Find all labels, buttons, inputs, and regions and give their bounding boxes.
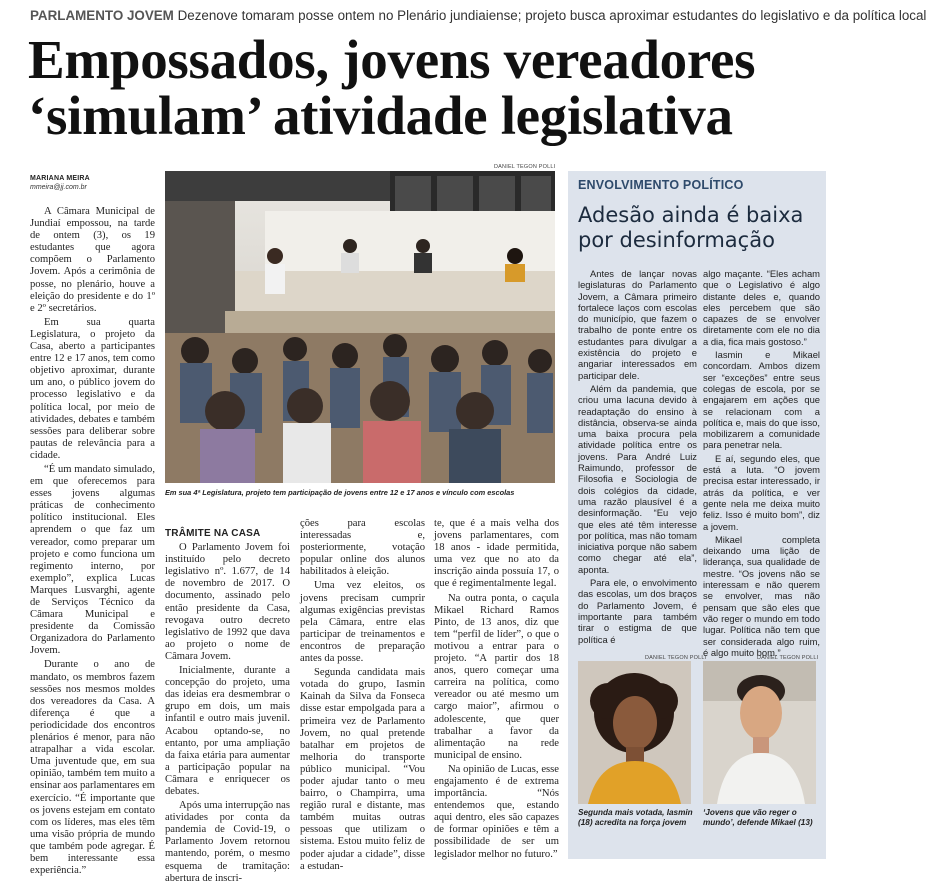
paragraph: Antes de lançar novas legislaturas do Parlamento Jovem, a Câmara primeiro fortalece laços com escolas do município, que fazem o trabalho de ponte entre os estudantes para divulgar a existência do projeto e angariar interessados em participar dele. [578, 268, 697, 381]
paragraph: Durante o ano de mandato, os membros fazem sessões nos mesmos moldes dos vereadores da Casa. A diferença é que a periodicidade dos encontros plenários é menor, para não atrapalhar a vida escolar. Uma juventude que, em sua opinião, também tem muito a ensinar aos parlamentares em exercício. “É importante que os jovens estejam em contato com os líderes, mas eles têm uma visão própria de mundo que também pode agregar. É bem interessante essa experiência.” [30, 659, 156, 877]
photo-iasmin-credit: DANIEL TEGON POLLI [645, 655, 707, 661]
paragraph: “É um mandato simulado, em que oferecemos para esses jovens algumas práticas de conhecimento político institucional. Eles aprendem o que faz um vereador, como preparar um projeto e como funciona um regimento interno, por exemplo”, explica Lucas Marques Lusvarghi, agente de Serviços Técnico da Câmara Municipal e presidente da Comissão Organizadora do Parlamento Jovem. [30, 463, 155, 657]
paragraph: Para ele, o envolvimento das escolas, um dos braços do Parlamento Jovem, é importante para também tirar o estigma de que política é [578, 577, 697, 645]
byline-author: MARIANA MEIRA [30, 175, 90, 182]
headline-line-2: ‘simulam’ atividade legislativa [28, 85, 733, 146]
paragraph: E aí, segundo eles, que está a luta. “O jovem precisa estar interessado, ir atrás da política, e ver gente nela me deixa muito feliz. Isso é muito bom”, diz a jovem. [703, 452, 820, 532]
paragraph: Na opinião de Lucas, esse engajamento é de extrema importância. “Nós entendemos que, estando aqui dentro, eles são capazes de formar opiniões e têm a possibilidade de ser um legislador melhor no futuro.” [434, 763, 559, 860]
byline-email: mmeira@jj.com.br [30, 184, 87, 191]
paragraph: A Câmara Municipal de Jundiaí empossou, na tarde de ontem (3), os 19 estudantes que agora compõem o Parlamento Jovem. Após a cerimônia de posse, no plenário, houve a eleição do presidente e do 1º e 2º secretários. [30, 206, 155, 314]
paragraph: te, que é a mais velha dos jovens parlamentares, com 18 anos - idade permitida, uma vez que no ato da inscrição ainda possuía 17, o que é regimentalmente legal. [434, 518, 559, 590]
sidebar-column-2 [703, 268, 820, 660]
headline [28, 29, 828, 146]
plenary-photo-illustration [165, 171, 555, 483]
sidebar-title: Adesão ainda é baixa por desinformação [578, 203, 804, 252]
paragraph: Inicialmente, durante a concepção do projeto, uma das ideias era desmembrar o grupo em dois, um mais infantil e outro mais juvenil. Acabou optando-se, no entanto, por uma ampliação da faixa etária para aumentar a participação popular na Câmara e enriquecer os debates. [165, 665, 290, 797]
paragraph: Iasmin e Mikael concordam. Ambos dizem ser “exceções” entre seus colegas de escola, por se engajarem em ações que se relacionam com a política e, mais do que isso, mobilizarem a comunidade para penetrar nela. [703, 349, 820, 451]
main-photo-caption: Em sua 4ª Legislatura, projeto tem participação de jovens entre 12 e 17 anos e vínculo com escolas [165, 488, 515, 497]
photo-iasmin [578, 661, 691, 804]
portrait-mikael-illustration [703, 661, 816, 804]
paragraph: Mikael completa deixando uma lição de liderança, sua qualidade de mestre. “Os jovens não se interessam e não querem se envolver, mas não pensam que são eles que vão reger o mundo em todo lugar. Política não tem que ser considerada algo ruim, é algo muito bom.” [703, 533, 820, 658]
photo-mikael-credit: DANIEL TEGON POLLI [757, 655, 819, 661]
article-column-1 [30, 206, 155, 879]
paragraph: Além da pandemia, que criou uma lacuna devido à readaptação do ensino à distância, observa-se ainda uma baixa procura pela atividade política entre os jovens. Para André Luiz Raimundo, professor de Filosofia e Sociologia de dois colégios da cidade, uma razão plausível é a desinformação. “Eu vejo que eles até têm interesse por política, mas não tomam iniciativa porque não sabem como chegar até ela”, aponta. [578, 382, 697, 575]
paragraph: Uma vez eleitos, os jovens precisam cumprir algumas exigências previstas pela Câmara, entre elas participar de treinamentos e encontros de preparação antes da posse. [300, 580, 425, 665]
photo-iasmin-caption: Segunda mais votada, Iasmin (18) acredita na força jovem [578, 808, 693, 827]
paragraph: Após uma interrupção nas atividades por conta da pandemia de Covid-19, o Parlamento Jovem retornou mantendo, porém, o mesmo esquema de tramitação: abertura de inscri- [165, 800, 290, 884]
photo-mikael-caption: ‘Jovens que vão reger o mundo’, defende Mikael (13) [703, 808, 813, 827]
article-column-2 [165, 528, 290, 887]
headline-line-1: Empossados, jovens vereadores [28, 29, 756, 90]
sidebar-kicker: ENVOLVIMENTO POLÍTICO [578, 178, 744, 192]
portrait-iasmin-illustration [578, 661, 691, 804]
subhead-tramite: TRÂMITE NA CASA [165, 528, 261, 539]
paragraph: Em sua quarta Legislatura, o projeto da Casa, aberto a participantes entre 12 e 17 anos, tem como objetivo aproximar, durante um ano, o público jovem do processo legislativo e da política local, por meio de atividades, debates e também sessões para deliberar sobre pautas de relevância para a cidade. [30, 316, 155, 461]
section-kicker [30, 8, 926, 23]
main-photo [165, 171, 555, 483]
paragraph: Na outra ponta, o caçula Mikael Richard Ramos Pinto, de 13 anos, diz que tem “perfil de líder”, o que o motivou a entrar para o projeto. “A partir dos 18 anos, quero começar uma carreira na política, como vereador ou até mesmo um cargo maior”, afirmou o adolescente, que quer trabalhar a favor da alimentação na rede municipal de ensino. [434, 592, 559, 761]
article-column-3 [300, 518, 425, 875]
sidebar-column-1 [578, 268, 697, 647]
paragraph: O Parlamento Jovem foi instituído pelo decreto legislativo nº. 1.677, de 14 de novembro de 2017. O documento, assinado pelo então presidente da Casa, revogava outro decreto legislativo de 1992 que dava ao projeto o nome de Câmara Jovem. [165, 542, 290, 662]
paragraph: Segunda candidata mais votada do grupo, Iasmin Kainah da Silva da Fonseca disse estar empolgada para a primeira vez de Parlamento Jovem, no qual pretende batalhar em projetos de melhoria do transporte público municipal. “Vou poder ajudar tanto o meu bairro, o Champirra, uma região rural e distante, mas também muitas outras pessoas que utilizam o sistema. Estou muito feliz de poder ajudar a cidade”, disse a estudan- [300, 667, 425, 872]
article-column-4 [434, 518, 559, 863]
section-label: PARLAMENTO JOVEM [30, 8, 174, 23]
main-photo-credit: DANIEL TEGON POLLI [494, 164, 556, 170]
paragraph: algo maçante. “Eles acham que o Legislativo é algo distante deles e, quando eles percebem que são capazes de se envolver diretamente com ele no dia a dia, fica mais gostoso.” [703, 268, 820, 347]
kicker-description: Dezenove tomaram posse ontem no Plenário jundiaiense; projeto busca aproximar estudantes do legislativo e da política local [177, 8, 926, 23]
paragraph: ções para escolas interessadas e, posteriormente, votação popular online dos alunos habilitados à eleição. [300, 518, 425, 578]
photo-mikael [703, 661, 816, 804]
